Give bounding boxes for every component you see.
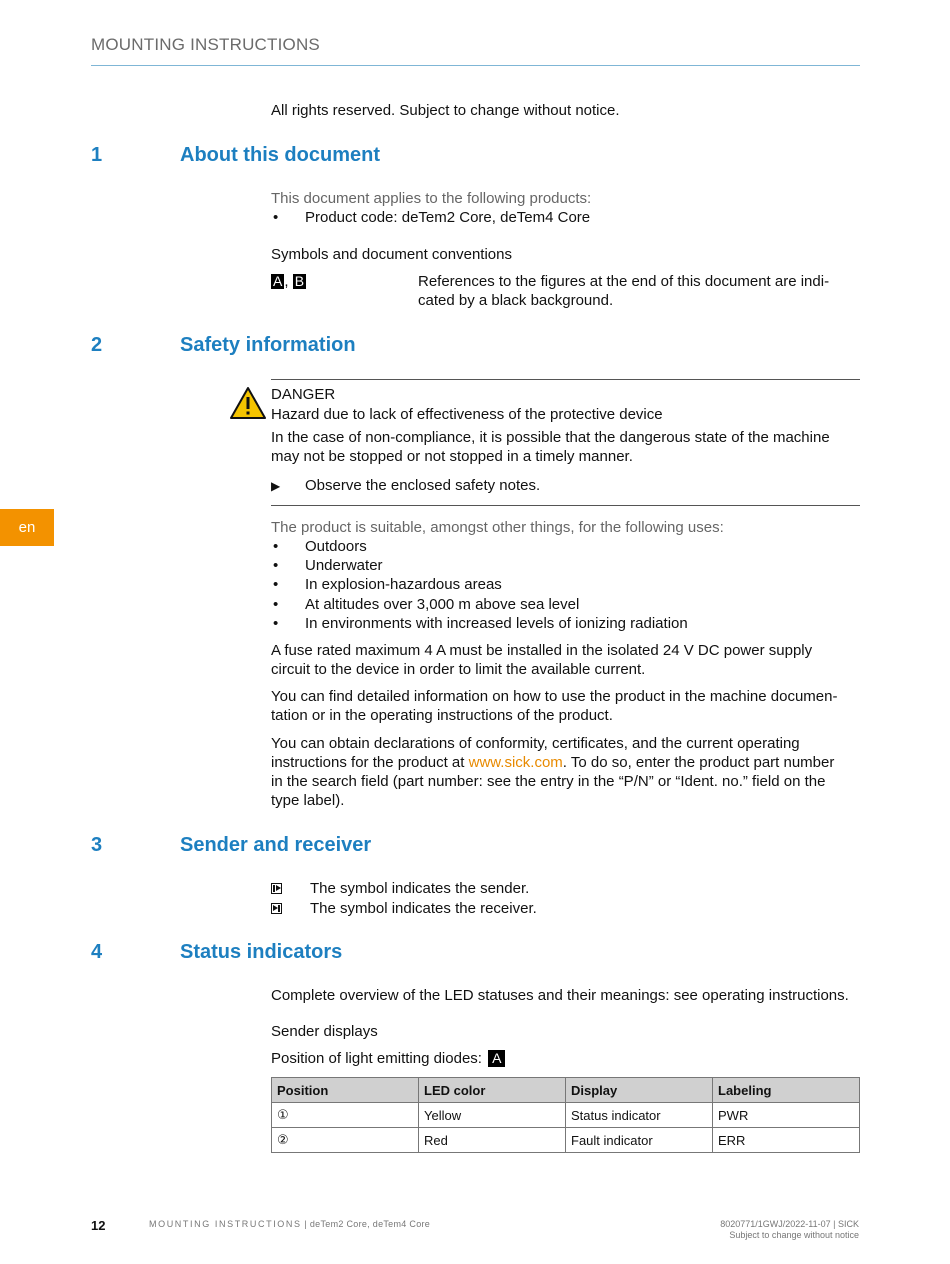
table-header-row (272, 1078, 860, 1103)
language-tab[interactable]: en (0, 509, 54, 546)
table-cell: ① (272, 1103, 419, 1128)
receiver-symbol-row (271, 899, 537, 918)
section-3-title: Sender and receiver (180, 834, 372, 856)
text-line: in the search field (part number: see the entry in the “P/N” or “Ident. no.” field on the (271, 773, 826, 790)
table-cell: ERR (713, 1128, 860, 1153)
action-arrow-icon: ▶ (271, 479, 281, 493)
footer-notice: Subject to change without notice (729, 1230, 859, 1240)
footer-doc-id: 8020771/1GWJ/2022-11-07 | SICK (720, 1219, 859, 1229)
warning-triangle-icon (229, 386, 267, 420)
figure-ref-b: B (294, 273, 305, 289)
receiver-icon (271, 903, 282, 914)
conventions-heading: Symbols and document conventions (271, 246, 512, 263)
footer-doc-title-text: MOUNTING INSTRUCTIONS (149, 1219, 302, 1229)
text-line: In the case of non-compliance, it is possible that the dangerous state of the machine (271, 429, 830, 446)
text-line (271, 753, 834, 772)
text-span: instructions for the product at (271, 754, 469, 771)
text-line: cated by a black background. (418, 292, 614, 309)
symbol-separator: , (284, 273, 293, 290)
column-header: Position (272, 1078, 419, 1103)
text-line: A fuse rated maximum 4 A must be installed in the isolated 24 V DC power supply (271, 642, 813, 659)
text-line: References to the figures at the end of this document are indi- (418, 273, 830, 290)
led-table (271, 1077, 860, 1153)
uses-list (271, 537, 688, 633)
page-number: 12 (91, 1218, 106, 1233)
section-4-number: 4 (91, 941, 103, 963)
text-line: tation or in the operating instructions of the product. (271, 707, 613, 724)
column-header: Labeling (713, 1078, 860, 1103)
danger-text (271, 428, 830, 466)
danger-action (271, 476, 540, 496)
sender-icon (271, 883, 282, 894)
danger-bottom-rule (271, 505, 860, 506)
section-4-title: Status indicators (180, 941, 343, 963)
text-line: You can obtain declarations of conformity, certificates, and the current operating (271, 735, 800, 752)
rights-notice: All rights reserved. Subject to change without notice. (271, 102, 620, 119)
sender-text: The symbol indicates the sender. (310, 880, 530, 897)
sender-symbol-row (271, 879, 529, 898)
section-2-title: Safety information (180, 334, 356, 356)
header-divider (91, 65, 860, 66)
convention-symbols (271, 272, 306, 291)
declarations-paragraph (271, 734, 834, 810)
list-item: • In explosion-hazardous areas (271, 575, 688, 594)
footer-product: | deTem2 Core, deTem4 Core (301, 1219, 431, 1229)
footer-doc-info (720, 1219, 859, 1241)
product-list (271, 208, 590, 227)
fuse-paragraph (271, 641, 812, 679)
list-item: • At altitudes over 3,000 m above sea level (271, 595, 688, 614)
table-cell: ② (272, 1128, 419, 1153)
receiver-text: The symbol indicates the receiver. (310, 900, 537, 917)
figure-ref-a: A (273, 273, 283, 289)
danger-label: DANGER (271, 386, 336, 403)
list-item: • In environments with increased levels of ionizing radiation (271, 614, 688, 633)
danger-top-rule (271, 379, 860, 380)
list-item: • Outdoors (271, 537, 688, 556)
page-header-title: MOUNTING INSTRUCTIONS (91, 35, 320, 54)
text-line: circuit to the device in order to limit the available current. (271, 661, 646, 678)
section-1-number: 1 (91, 144, 103, 166)
danger-subtitle: Hazard due to lack of effectiveness of the protective device (271, 406, 663, 423)
column-header: Display (566, 1078, 713, 1103)
applies-label: This document applies to the following products: (271, 190, 592, 207)
sender-displays-heading: Sender displays (271, 1023, 378, 1040)
figure-ref-a: A (488, 1050, 505, 1067)
column-header: LED color (419, 1078, 566, 1103)
text-span: . To do so, enter the product part number (562, 754, 835, 771)
section-3-number: 3 (91, 834, 103, 856)
uses-label: The product is suitable, amongst other things, for the following uses: (271, 519, 724, 536)
list-item: • Product code: deTem2 Core, deTem4 Core (271, 208, 590, 227)
section-2-number: 2 (91, 334, 103, 356)
action-text: Observe the enclosed safety notes. (305, 477, 541, 494)
text-line: may not be stopped or not stopped in a timely manner. (271, 448, 633, 465)
table-cell: Fault indicator (566, 1128, 713, 1153)
position-label-text: Position of light emitting diodes: (271, 1050, 482, 1067)
text-line: You can find detailed information on how to use the product in the machine documen- (271, 688, 838, 705)
list-item: • Underwater (271, 556, 688, 575)
footer-doc-title (149, 1219, 430, 1229)
sick-website-link[interactable]: www.sick.com (468, 754, 563, 771)
table-row (272, 1128, 860, 1153)
led-position-label (271, 1049, 505, 1068)
table-cell: Red (419, 1128, 566, 1153)
docs-paragraph (271, 687, 837, 725)
table-cell: PWR (713, 1103, 860, 1128)
section-1-title: About this document (180, 144, 380, 166)
table-cell: Status indicator (566, 1103, 713, 1128)
text-line: type label). (271, 792, 345, 809)
table-row (272, 1103, 860, 1128)
convention-text (418, 272, 829, 310)
led-overview: Complete overview of the LED statuses and their meanings: see operating instructions. (271, 987, 849, 1004)
table-cell: Yellow (419, 1103, 566, 1128)
